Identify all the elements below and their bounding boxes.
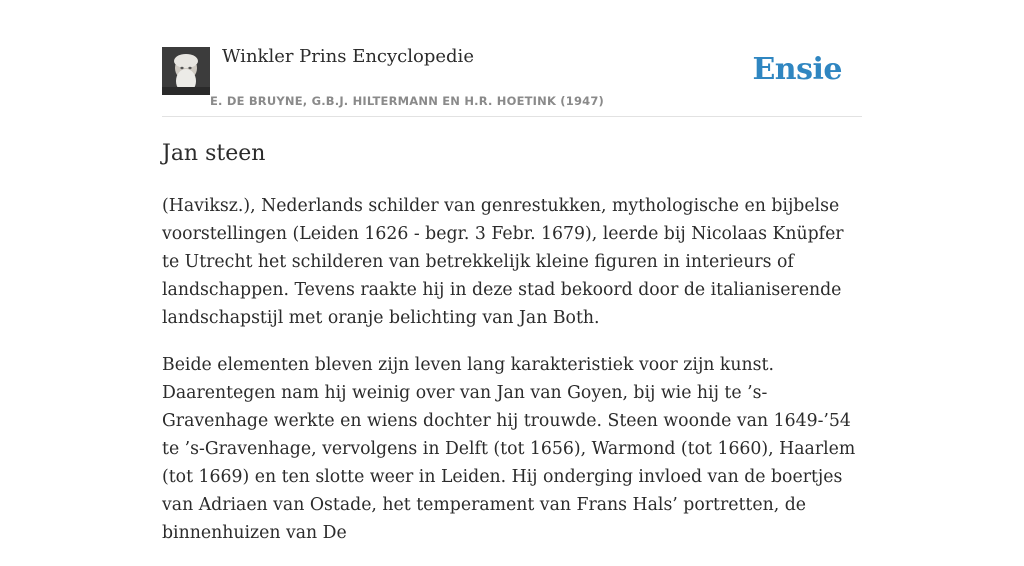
header	[162, 0, 862, 117]
encyclopedia-title[interactable]: Winkler Prins Encyclopedie	[222, 46, 474, 67]
entry-body	[162, 192, 862, 566]
paragraph: Beide elementen bleven zijn leven lang karakteristiek voor zijn kunst. Daarentegen nam hij weinig over van Jan van Goyen, bij wie hij te ’s-Gravenhage werkte en wiens dochter hij trouwde. Steen woonde van 1649-’54 te ’s-Gravenhage, vervolgens in Delft (tot 1656), Warmond (tot 1660), Haarlem (tot 1669) en ten slotte weer in Leiden. Hij onderging invloed van de boertjes van Adriaen van Ostade, het temperament van Frans Hals’ portretten, de binnenhuizen van De	[162, 355, 856, 543]
authors-line: E. DE BRUYNE, G.B.J. HILTERMANN EN H.R. HOETINK (1947)	[210, 94, 605, 108]
page	[162, 0, 862, 543]
author-avatar[interactable]	[162, 47, 210, 95]
entry-title: Jan steen	[162, 141, 266, 166]
paragraph: (Haviksz.), Nederlands schilder van genrestukken, mythologische en bijbelse voorstellingen (Leiden 1626 - begr. 3 Febr. 1679), leerde bij Nicolaas Knüpfer te Utrecht het schilderen van betrekkelijk kleine figuren in interieurs of landschappen. Tevens raakte hij in deze stad bekoord door de italianiserende landschapstijl met oranje belichting van Jan Both.	[162, 196, 844, 328]
portrait-image	[162, 47, 210, 95]
ensie-logo[interactable]: Ensie	[752, 52, 842, 87]
